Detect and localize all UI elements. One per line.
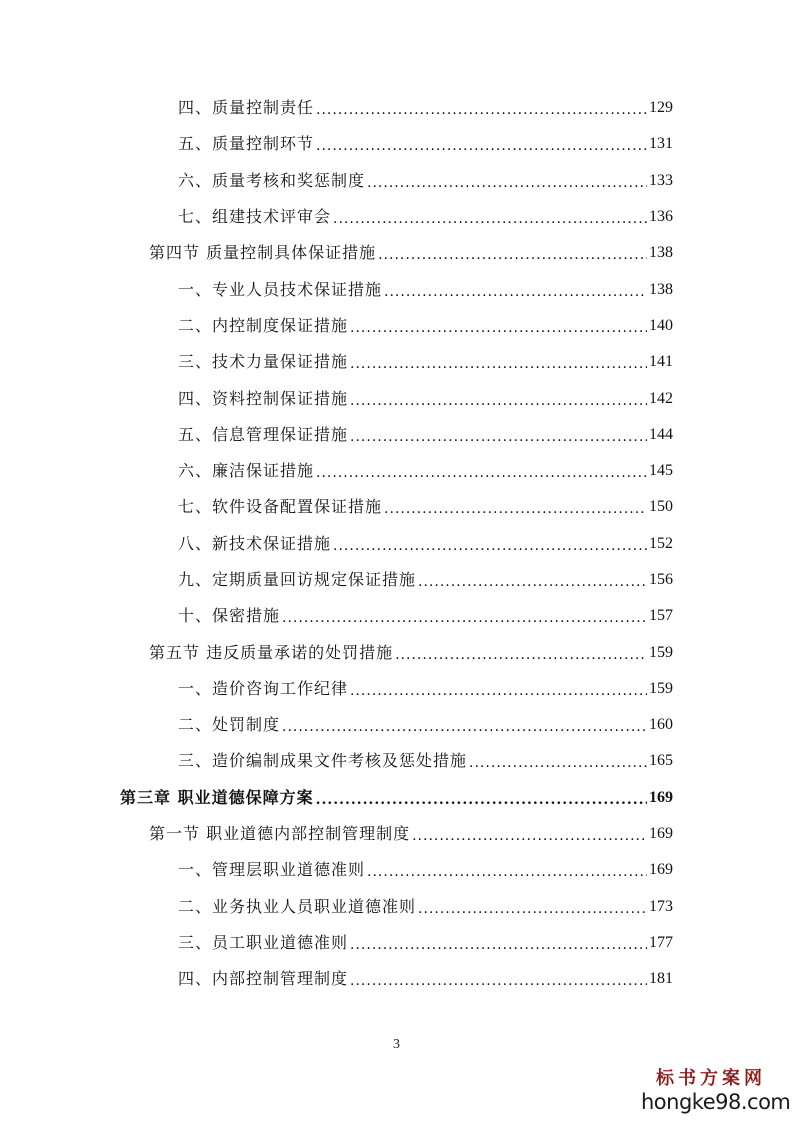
toc-entry-title: 一、造价咨询工作纪律 [178, 678, 349, 698]
toc-leader-dots [316, 790, 647, 810]
toc-entry-page: 157 [649, 607, 673, 625]
toc-entry-title: 第五节 违反质量承诺的处罚措施 [149, 642, 394, 662]
toc-entry[interactable] [0, 743, 793, 779]
table-of-contents [0, 90, 793, 997]
toc-entry-title: 九、定期质量回访规定保证措施 [178, 570, 417, 589]
toc-entry[interactable] [0, 780, 793, 816]
toc-entry-title: 二、处罚制度 [178, 715, 281, 735]
toc-leader-dots [350, 354, 647, 374]
toc-entry-page: 169 [649, 861, 673, 879]
toc-entry[interactable] [0, 90, 793, 126]
toc-entry-page: 136 [649, 208, 673, 226]
toc-leader-dots [350, 318, 647, 338]
toc-leader-dots [350, 681, 647, 701]
toc-leader-dots [384, 282, 647, 302]
toc-entry[interactable] [0, 925, 793, 961]
toc-entry-page: 181 [649, 970, 673, 988]
toc-entry[interactable] [0, 598, 793, 634]
watermark-name: 标书方案网 [656, 1068, 766, 1089]
toc-leader-dots [418, 899, 647, 919]
toc-entry-title: 六、质量考核和奖惩制度 [178, 170, 366, 190]
toc-entry-page: 144 [649, 425, 673, 443]
toc-leader-dots [350, 391, 647, 411]
toc-entry-page: 141 [649, 353, 673, 371]
toc-entry-title: 四、质量控制责任 [178, 98, 315, 118]
toc-entry[interactable] [0, 380, 793, 416]
toc-entry-title: 第四节 质量控制具体保证措施 [149, 243, 377, 263]
page-number: 3 [393, 1037, 400, 1052]
toc-entry-title: 一、专业人员技术保证措施 [178, 279, 383, 299]
toc-entry[interactable] [0, 889, 793, 925]
toc-entry-title: 五、质量控制环节 [178, 134, 315, 154]
toc-entry[interactable] [0, 453, 793, 489]
toc-entry-title: 八、新技术保证措施 [178, 533, 332, 553]
toc-entry[interactable] [0, 961, 793, 997]
toc-entry-title: 七、软件设备配置保证措施 [178, 497, 383, 517]
toc-entry-page: 152 [649, 534, 673, 552]
toc-entry-page: 165 [649, 752, 673, 770]
toc-leader-dots [367, 173, 647, 193]
toc-entry-title: 七、组建技术评审会 [178, 207, 332, 227]
toc-entry-page: 133 [649, 171, 673, 189]
toc-entry-page: 129 [649, 99, 673, 117]
toc-entry[interactable] [0, 344, 793, 380]
toc-entry[interactable] [0, 852, 793, 888]
toc-entry[interactable] [0, 417, 793, 453]
toc-leader-dots [367, 862, 647, 882]
toc-leader-dots [412, 826, 647, 846]
toc-entry-page: 138 [649, 244, 673, 262]
toc-entry[interactable] [0, 199, 793, 235]
toc-leader-dots [469, 753, 647, 773]
toc-leader-dots [316, 100, 647, 120]
toc-entry[interactable] [0, 126, 793, 162]
toc-entry-title: 第三章 职业道德保障方案 [120, 787, 314, 807]
toc-entry-page: 160 [649, 716, 673, 734]
toc-entry-page: 142 [649, 389, 673, 407]
toc-entry[interactable] [0, 526, 793, 562]
toc-entry-page: 138 [649, 280, 673, 298]
toc-leader-dots [418, 572, 647, 592]
toc-entry-page: 159 [649, 643, 673, 661]
toc-entry-title: 五、信息管理保证措施 [178, 424, 349, 444]
watermark-logo [641, 1068, 791, 1114]
toc-entry-title: 第一节 职业道德内部控制管理制度 [149, 824, 411, 844]
toc-entry[interactable] [0, 271, 793, 307]
toc-entry-page: 140 [649, 316, 673, 334]
toc-entry[interactable] [0, 671, 793, 707]
toc-leader-dots [316, 463, 647, 483]
toc-entry-page: 131 [649, 135, 673, 153]
toc-entry-page: 177 [649, 933, 673, 951]
toc-leader-dots [350, 971, 647, 991]
toc-entry[interactable] [0, 707, 793, 743]
toc-entry-title: 四、资料控制保证措施 [178, 388, 349, 408]
toc-entry[interactable] [0, 634, 793, 670]
toc-leader-dots [316, 136, 647, 156]
toc-leader-dots [282, 608, 647, 628]
toc-entry-page: 169 [649, 788, 673, 806]
toc-leader-dots [333, 209, 647, 229]
toc-entry-title: 一、管理层职业道德准则 [178, 860, 366, 880]
toc-entry-page: 159 [649, 679, 673, 697]
toc-entry-title: 三、员工职业道德准则 [178, 932, 349, 952]
toc-entry[interactable] [0, 235, 793, 271]
toc-leader-dots [282, 717, 647, 737]
toc-entry-page: 173 [649, 897, 673, 915]
toc-leader-dots [384, 499, 647, 519]
toc-entry[interactable] [0, 489, 793, 525]
toc-entry[interactable] [0, 163, 793, 199]
toc-entry-page: 145 [649, 462, 673, 480]
toc-entry[interactable] [0, 816, 793, 852]
toc-entry-title: 十、保密措施 [178, 606, 281, 626]
watermark-url: hongke98.com [641, 1090, 791, 1114]
toc-entry-title: 三、技术力量保证措施 [178, 352, 349, 372]
toc-entry-title: 二、业务执业人员职业道德准则 [178, 896, 417, 916]
toc-leader-dots [395, 645, 647, 665]
toc-leader-dots [378, 245, 647, 265]
toc-leader-dots [333, 536, 647, 556]
toc-entry-title: 二、内控制度保证措施 [178, 315, 349, 335]
toc-entry[interactable] [0, 308, 793, 344]
toc-entry[interactable] [0, 562, 793, 598]
toc-leader-dots [350, 935, 647, 955]
toc-entry-page: 156 [649, 571, 673, 588]
toc-entry-title: 四、内部控制管理制度 [178, 969, 349, 989]
toc-entry-page: 169 [649, 825, 673, 843]
toc-entry-page: 150 [649, 498, 673, 516]
toc-entry-title: 六、廉洁保证措施 [178, 461, 315, 481]
toc-leader-dots [350, 427, 647, 447]
toc-entry-title: 三、造价编制成果文件考核及惩处措施 [178, 751, 468, 771]
